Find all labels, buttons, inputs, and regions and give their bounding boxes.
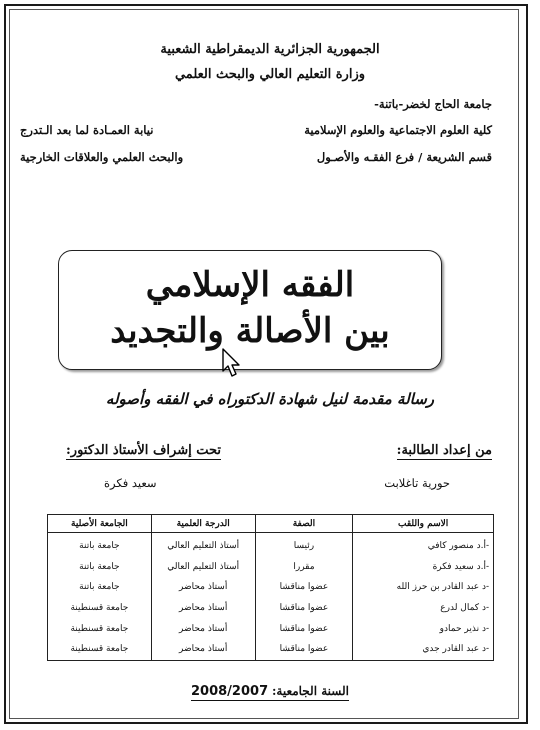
jury-rank: أستاذ التعليم العالي [151,557,255,578]
academic-year-value: 2008/2007 [191,684,269,699]
jury-table-header [48,515,494,533]
title-box [58,250,442,370]
jury-rank: أستاذ محاضر [151,577,255,598]
jury-role: مقررا [255,557,353,578]
jury-university: جامعة باتنة [48,577,152,598]
supervisor-label: تحت إشراف الأستاذ الدكتور: [66,443,222,458]
jury-university: جامعة قسنطينة [48,598,152,619]
thesis-title-line1: الفقه الإسلامي [145,265,355,305]
jury-role: رئيسا [255,533,353,557]
jury-role: عضوا مناقشا [255,577,353,598]
student-label: من إعداد الطالبة: [396,443,492,458]
jury-university: جامعة باتنة [48,557,152,578]
table-row [48,639,494,660]
mouse-cursor-icon [222,348,244,378]
jury-name: -د عبد القادر بن حرز الله [353,577,494,598]
jury-role: عضوا مناقشا [255,639,353,660]
student-name: حورية تاغلابت [384,476,450,490]
table-row [48,618,494,639]
jury-rank: أستاذ محاضر [151,639,255,660]
thesis-title-line2: بين الأصالة والتجديد [110,311,390,351]
table-row [48,577,494,598]
table-row [48,533,494,557]
jury-name: -أ.د منصور كافي [353,533,494,557]
faculty-name: كلية العلوم الاجتماعية والعلوم الإسلامية [304,123,492,137]
jury-name: -د عبد القادر جدي [353,639,494,660]
header-rank: الدرجة العلمية [151,515,255,533]
university-name: جامعة الحاج لخضر-باتنة- [374,97,492,111]
jury-role: عضوا مناقشا [255,598,353,619]
republic-header: الجمهورية الجزائرية الديمقراطية الشعبية [160,42,380,57]
jury-university: جامعة باتنة [48,533,152,557]
ministry-header: وزارة التعليم العالي والبحث العلمي [174,67,366,82]
supervisor-name: سعيد فكرة [104,476,157,490]
jury-role: عضوا مناقشا [255,618,353,639]
header-name: الاسم واللقب [353,515,494,533]
academic-year-label: السنة الجامعية: [271,684,349,698]
academic-year [0,684,540,701]
vice-deanship-line1: نيابة العمـادة لما بعد الـتدرج [20,123,154,137]
jury-rank: أستاذ محاضر [151,598,255,619]
jury-university: جامعة قسنطينة [48,639,152,660]
header-role: الصفة [255,515,353,533]
header-university: الجامعة الأصلية [48,515,152,533]
table-row [48,598,494,619]
jury-rank: أستاذ التعليم العالي [151,533,255,557]
jury-name: -أ.د سعيد فكرة [353,557,494,578]
jury-name: -د نذير حمادو [353,618,494,639]
jury-name: -د كمال لدرع [353,598,494,619]
jury-university: جامعة قسنطينة [48,618,152,639]
table-row [48,557,494,578]
department-name: قسم الشريعة / فرع الفقـه والأصـول [316,150,492,164]
jury-table [47,514,494,661]
jury-rank: أستاذ محاضر [151,618,255,639]
thesis-subtitle: رسالة مقدمة لنيل شهادة الدكتوراه في الفقه وأصوله [105,390,435,408]
vice-deanship-line2: والبحث العلمي والعلاقات الخارجية [20,150,184,164]
